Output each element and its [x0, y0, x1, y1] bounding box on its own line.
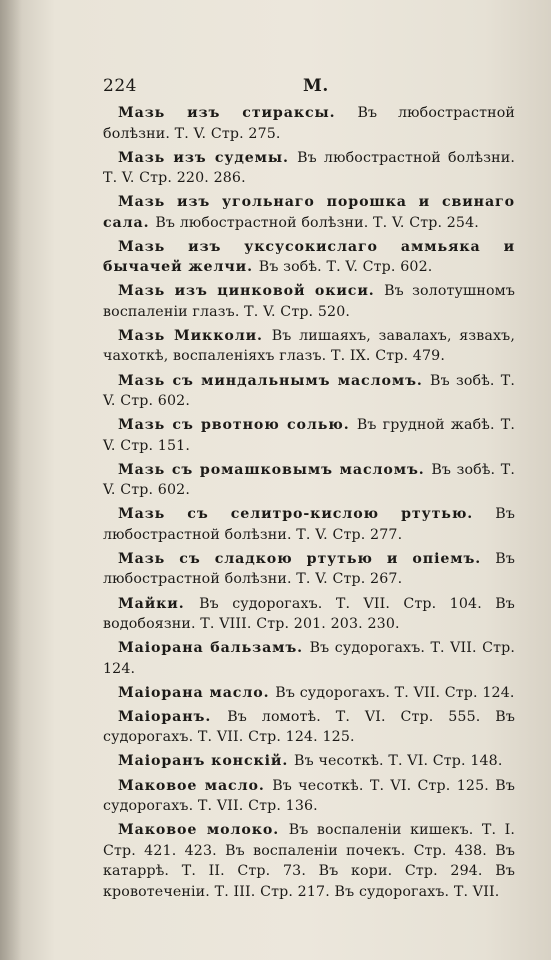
entry-text: Въ любострастной болѣзни. Т. V. Стр. 277. — [103, 506, 516, 543]
index-entry — [103, 460, 515, 501]
index-entry — [103, 776, 515, 817]
entry-term: Мазь Микколи. — [118, 327, 263, 344]
index-entry — [103, 103, 515, 144]
entry-term: Маковое масло. — [118, 777, 265, 794]
entry-term: Мазь съ рвотною солью. — [118, 417, 350, 434]
entry-text: Въ судорогахъ. Т. VII. Стр. 124. — [103, 640, 515, 677]
section-letter: М. — [303, 76, 329, 96]
entry-text: Въ лишаяхъ, завалахъ, язвахъ, чахоткѣ, воспаленіяхъ глазъ. Т. IX. Стр. 479. — [103, 327, 515, 365]
entry-text: Въ чесоткѣ. Т. VI. Стр. 125. Въ судорогахъ. Т. VII. Стр. 136. — [103, 777, 515, 814]
binding-shadow — [0, 0, 22, 960]
entry-term: Мазь изъ цинковой окиси. — [118, 283, 375, 300]
index-entry — [103, 371, 515, 412]
entry-text: Въ зобѣ. Т. V. Стр. 602. — [103, 461, 516, 499]
index-entry — [103, 415, 515, 456]
entry-term: Мазь изъ судемы. — [118, 149, 289, 166]
entry-text: Въ любострастной болѣзни. Т. V. Стр. 254. — [155, 214, 479, 231]
entry-term: Мазь съ миндальнымъ масломъ. — [118, 372, 423, 389]
entry-text: Въ золотушномъ воспаленіи глазъ. Т. V. Стр. 520. — [103, 283, 516, 320]
entry-text: Въ воспаленіи кишекъ. Т. I. Стр. 421. 423. Въ воспаленіи почекъ. Стр. 438. Въ катаррѣ. Т. II. Стр. 73. Въ кори. Стр. 294. Въ кровотеченіи. Т. III. Стр. 217. Въ судорогахъ. Т. VII. — [103, 822, 515, 900]
index-entry — [103, 148, 515, 189]
entry-term: Мазь съ селитро-кислою ртутью. — [118, 506, 474, 523]
entry-term: Мазь изъ стираксы. — [118, 105, 336, 121]
index-entry — [103, 751, 515, 772]
entry-term: Мазь изъ угольнаго порошка и свинаго сала. — [103, 194, 515, 231]
entry-term: Маіорана бальзамъ. — [118, 640, 304, 657]
index-entry — [103, 326, 515, 367]
entry-text: Въ чесоткѣ. Т. VI. Стр. 148. — [294, 753, 503, 770]
index-entry — [103, 549, 515, 590]
entry-text: Въ судорогахъ. Т. VII. Стр. 124. — [275, 684, 515, 701]
entry-text: Въ любострастной болѣзни. Т. V. Стр. 275. — [103, 105, 515, 142]
index-entry — [103, 594, 515, 635]
entry-text: Въ ломотѣ. Т. VI. Стр. 555. Въ судорогахъ. Т. VII. Стр. 124. 125. — [103, 708, 516, 746]
index-entry — [103, 683, 515, 704]
entry-term: Майки. — [118, 595, 185, 612]
entry-term: Маковое молоко. — [118, 822, 280, 839]
index-entry — [103, 707, 515, 748]
entry-text: Въ грудной жабѣ. Т. V. Стр. 151. — [103, 417, 515, 454]
index-entry — [103, 504, 515, 545]
page-number: 224 — [103, 76, 137, 96]
index-entry — [103, 192, 515, 233]
index-entries — [103, 103, 515, 906]
entry-text: Въ любострастной болѣзни. Т. V. Стр. 220. 286. — [103, 149, 515, 187]
index-entry — [103, 638, 515, 679]
entry-term: Мазь съ сладкою ртутью и опіемъ. — [118, 550, 482, 567]
entry-text: Въ зобѣ. Т. V. Стр. 602. — [258, 259, 433, 276]
entry-text: Въ судорогахъ. Т. VII. Стр. 104. Въ водобоязни. Т. VIII. Стр. 201. 203. 230. — [103, 595, 515, 633]
entry-text: Въ зобѣ. Т. V. Стр. 602. — [103, 372, 516, 410]
entry-term: Маіорана масло. — [118, 684, 270, 701]
index-entry — [103, 820, 515, 902]
entry-term: Мазь съ ромашковымъ масломъ. — [118, 461, 425, 478]
entry-term: Маіоранъ конскій. — [118, 753, 289, 770]
entry-term: Мазь изъ уксусокислаго аммьяка и бычачей желчи. — [103, 238, 515, 276]
index-entry — [103, 237, 515, 278]
entry-term: Маіоранъ. — [118, 708, 212, 725]
index-entry — [103, 281, 515, 322]
entry-text: Въ любострастной болѣзни. Т. V. Стр. 267. — [103, 550, 516, 588]
